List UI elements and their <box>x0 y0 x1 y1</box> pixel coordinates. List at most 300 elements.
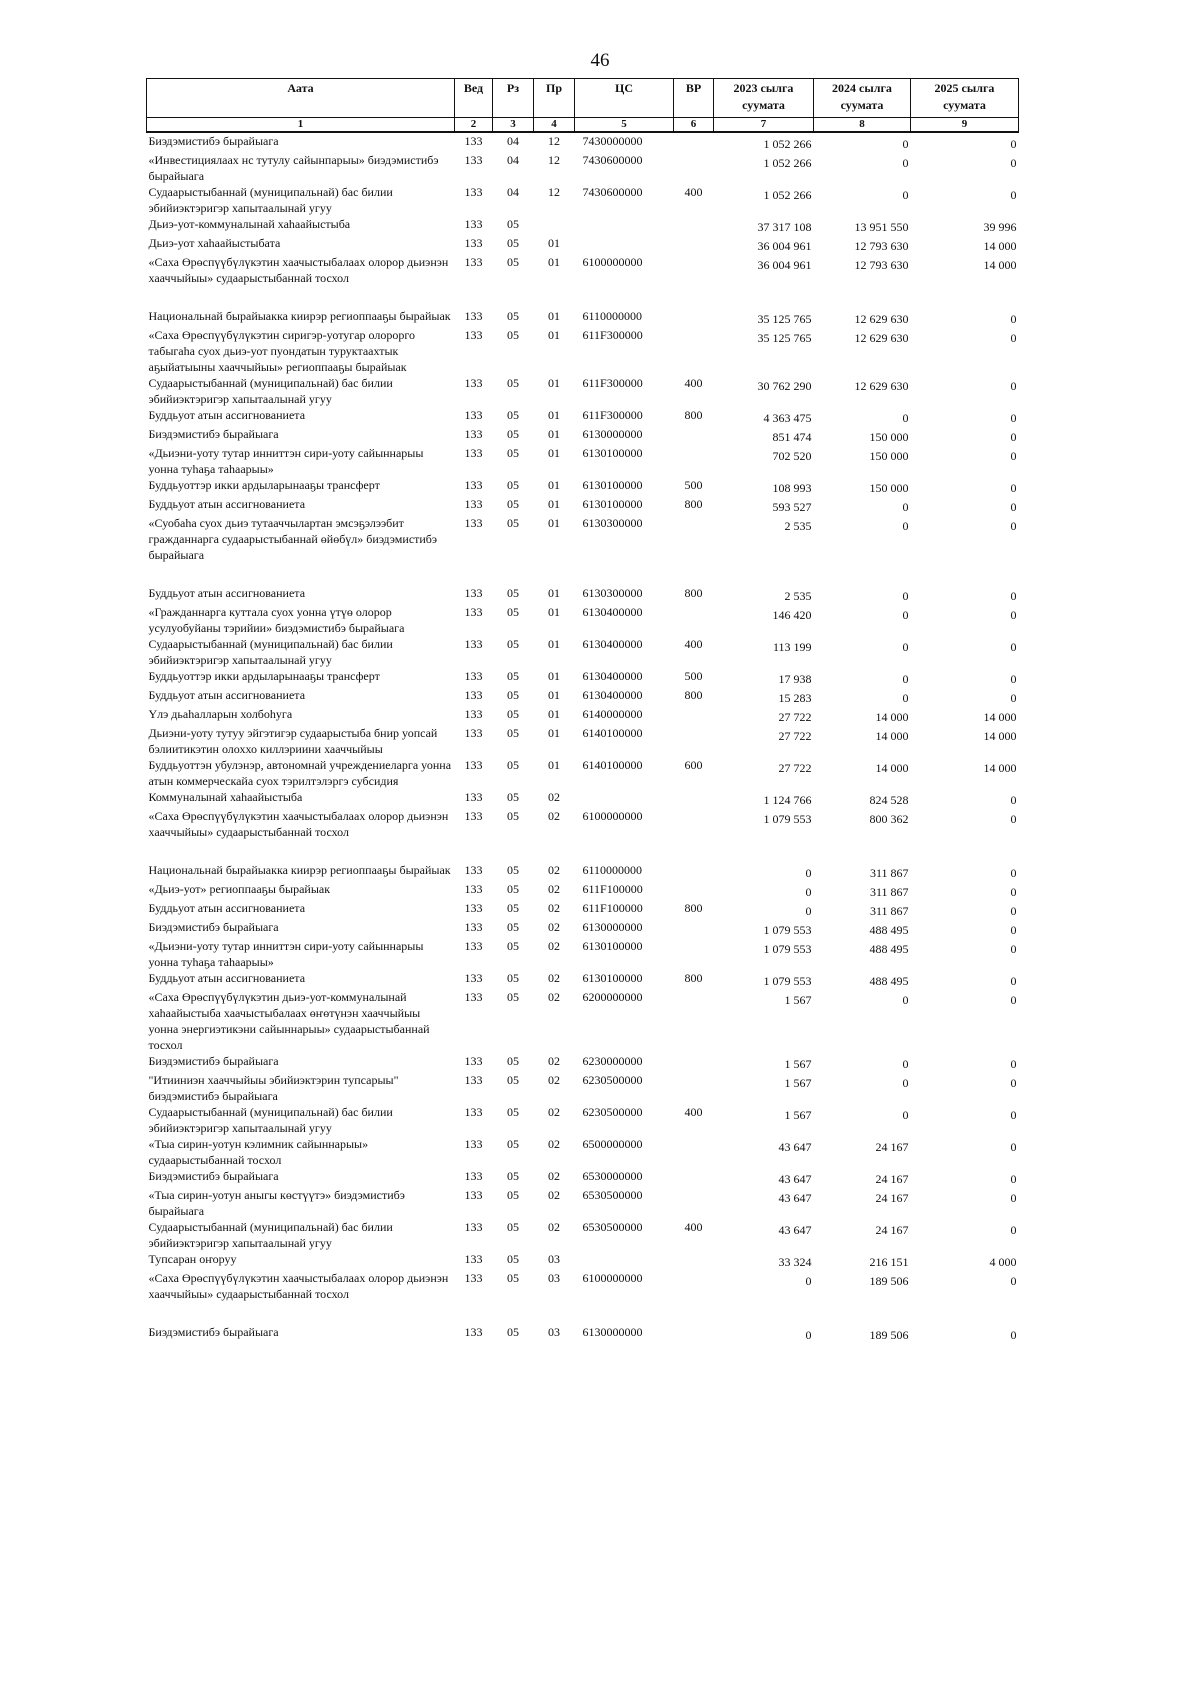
table-row <box>147 862 1019 881</box>
row-rz: 05 <box>507 669 519 683</box>
table-row <box>147 789 1019 808</box>
row-2025-amount: 14 000 <box>983 239 1017 253</box>
row-rz: 05 <box>507 688 519 702</box>
row-cs: 6130100000 <box>582 971 643 985</box>
column-number: 6 <box>674 118 714 133</box>
row-name: Национальнай бырайыакка киирэр региоппааҕы бырайыак <box>148 309 451 323</box>
table-row <box>147 426 1019 445</box>
row-ved: 133 <box>464 1054 483 1068</box>
row-pr: 02 <box>548 939 560 953</box>
row-cs: 6230500000 <box>582 1073 643 1087</box>
row-vr <box>674 426 714 445</box>
row-vr <box>674 1168 714 1187</box>
row-name: Судаарыстыбаннай (муниципальнай) бас билии эбийиэктэригэр хапытаалынай угуу <box>148 1105 393 1135</box>
row-vr <box>674 938 714 970</box>
row-name: «Тыа сирин-уотун кэлимник сайыннарыы» судаарыстыбаннай тосхол <box>148 1137 369 1167</box>
row-ved: 133 <box>464 427 483 441</box>
row-pr: 12 <box>548 134 560 148</box>
row-ved: 133 <box>464 446 483 460</box>
row-2023-amount: 1 079 553 <box>763 942 812 956</box>
row-2025-amount: 39 996 <box>983 220 1017 234</box>
row-name: «Саха Өрөспүүбүлүкэтин сиригэр-уотугар олорорго табыгаһа суох дьиэ-уот пуондатын туруктаахтык аҕыйатыыны хааччыйыы» региоппааҕы бырайыак <box>148 328 415 374</box>
table-row <box>147 808 1019 862</box>
row-2024-amount: 150 000 <box>869 481 909 495</box>
column-number: 4 <box>534 118 575 133</box>
row-cs: 6130400000 <box>582 669 643 683</box>
row-2025-amount: 0 <box>1010 379 1017 393</box>
row-cs <box>575 789 674 808</box>
row-name: Буддьуот атын ассигнованиета <box>148 688 306 702</box>
row-2023-amount: 593 527 <box>772 500 812 514</box>
row-2024-amount: 311 867 <box>869 904 909 918</box>
table-row <box>147 1270 1019 1324</box>
column-number: 7 <box>714 118 814 133</box>
row-2025-amount: 0 <box>1010 411 1017 425</box>
row-name: «Дьиэ-уот» региоппааҕы бырайыак <box>148 882 331 896</box>
row-2023-amount: 1 567 <box>784 1108 812 1122</box>
row-2024-amount: 488 495 <box>869 923 909 937</box>
row-rz: 05 <box>507 1188 519 1202</box>
page-number: 46 <box>590 50 610 71</box>
row-2023-amount: 1 079 553 <box>763 974 812 988</box>
row-2025-amount: 0 <box>1010 331 1017 345</box>
row-2023-amount: 2 535 <box>784 519 812 533</box>
row-2024-amount: 0 <box>902 608 909 622</box>
row-2025-amount: 0 <box>1010 1328 1017 1342</box>
row-2023-amount: 146 420 <box>772 608 812 622</box>
row-cs <box>575 235 674 254</box>
row-rz: 05 <box>507 586 519 600</box>
row-name: Буддьуоттэн убулэнэр, автономнай учреждениеларга уонна атын коммерческайа суох тэрилтэлэргэ субсидия <box>148 758 452 788</box>
row-pr: 02 <box>548 971 560 985</box>
header-2024: 2024 сылга суумата <box>814 79 911 118</box>
row-2023-amount: 0 <box>805 904 812 918</box>
row-2025-amount: 0 <box>1010 974 1017 988</box>
row-rz: 05 <box>507 236 519 250</box>
row-name: Үлэ дьаhалларын холбоhуга <box>148 707 293 721</box>
row-cs: 6140000000 <box>582 707 643 721</box>
table-row <box>147 327 1019 375</box>
row-2024-amount: 0 <box>902 519 909 533</box>
row-name: «Саха Өрөспүүбүлүкэтин хаачыстыбалаах олорор дьиэнэн хааччыйыы» судаарыстыбаннай тосхол <box>148 1271 449 1301</box>
row-2024-amount: 488 495 <box>869 974 909 988</box>
row-vr <box>674 725 714 757</box>
table-row <box>147 725 1019 757</box>
row-2024-amount: 0 <box>902 691 909 705</box>
row-vr: 400 <box>684 637 703 651</box>
table-row <box>147 132 1019 152</box>
row-vr <box>674 132 714 152</box>
row-pr: 02 <box>548 882 560 896</box>
row-2025-amount: 0 <box>1010 993 1017 1007</box>
row-rz: 05 <box>507 328 519 342</box>
row-2024-amount: 824 528 <box>869 793 909 807</box>
row-2024-amount: 189 506 <box>869 1328 909 1342</box>
row-vr: 800 <box>684 586 703 600</box>
row-2023-amount: 1 567 <box>784 1057 812 1071</box>
row-ved: 133 <box>464 863 483 877</box>
row-2023-amount: 15 283 <box>778 691 812 705</box>
row-2024-amount: 0 <box>902 1076 909 1090</box>
row-vr <box>674 327 714 375</box>
row-2024-amount: 0 <box>902 672 909 686</box>
row-name: Дьиэ-уот хаhаайыстыбата <box>148 236 281 250</box>
row-2024-amount: 0 <box>902 589 909 603</box>
row-ved: 133 <box>464 707 483 721</box>
row-2025-amount: 0 <box>1010 519 1017 533</box>
row-ved: 133 <box>464 478 483 492</box>
row-cs: 611F100000 <box>582 901 643 915</box>
row-pr: 02 <box>548 1105 560 1119</box>
row-2025-amount: 0 <box>1010 312 1017 326</box>
row-2024-amount: 12 629 630 <box>854 331 909 345</box>
row-ved: 133 <box>464 939 483 953</box>
row-cs: 611F300000 <box>582 408 643 422</box>
row-2023-amount: 30 762 290 <box>757 379 812 393</box>
table-row <box>147 152 1019 184</box>
row-2025-amount: 0 <box>1010 812 1017 826</box>
table-row <box>147 585 1019 604</box>
row-ved: 133 <box>464 901 483 915</box>
row-rz: 05 <box>507 863 519 877</box>
row-cs: 6530500000 <box>582 1188 643 1202</box>
row-2025-amount: 0 <box>1010 885 1017 899</box>
row-2024-amount: 14 000 <box>875 761 909 775</box>
row-2025-amount: 0 <box>1010 672 1017 686</box>
row-vr <box>674 254 714 308</box>
row-ved: 133 <box>464 990 483 1004</box>
row-pr: 02 <box>548 809 560 823</box>
row-name: Буддьуот атын ассигнованиета <box>148 901 306 915</box>
row-2024-amount: 0 <box>902 993 909 1007</box>
row-2024-amount: 0 <box>902 1108 909 1122</box>
row-2025-amount: 0 <box>1010 640 1017 654</box>
row-cs: 6230000000 <box>582 1054 643 1068</box>
row-rz: 05 <box>507 707 519 721</box>
row-2023-amount: 1 567 <box>784 1076 812 1090</box>
row-cs: 6130000000 <box>582 1325 643 1339</box>
row-vr: 500 <box>684 478 703 492</box>
row-vr <box>674 862 714 881</box>
row-2025-amount: 0 <box>1010 1108 1017 1122</box>
row-2025-amount: 0 <box>1010 1223 1017 1237</box>
row-2023-amount: 4 363 475 <box>763 411 812 425</box>
row-cs: 611F300000 <box>582 328 643 342</box>
row-pr: 01 <box>548 516 560 530</box>
table-row <box>147 1324 1019 1343</box>
row-2024-amount: 311 867 <box>869 866 909 880</box>
table-row <box>147 687 1019 706</box>
column-number: 3 <box>493 118 534 133</box>
row-2023-amount: 851 474 <box>772 430 812 444</box>
row-name: Буддьуоттэр икки ардыларынааҕы трансферт <box>148 478 380 492</box>
row-rz: 05 <box>507 376 519 390</box>
header-2025: 2025 сылга суумата <box>911 79 1019 118</box>
row-rz: 05 <box>507 478 519 492</box>
row-rz: 05 <box>507 1271 519 1285</box>
row-2025-amount: 0 <box>1010 1076 1017 1090</box>
row-vr <box>674 1136 714 1168</box>
row-2024-amount: 12 629 630 <box>854 379 909 393</box>
row-cs: 611F300000 <box>582 376 643 390</box>
row-ved: 133 <box>464 637 483 651</box>
row-ved: 133 <box>464 236 483 250</box>
row-rz: 05 <box>507 1073 519 1087</box>
row-vr <box>674 515 714 585</box>
row-name: Коммуналынай хаhаайыстыба <box>148 790 303 804</box>
row-vr <box>674 881 714 900</box>
table-body <box>147 132 1019 1343</box>
row-pr: 01 <box>548 605 560 619</box>
row-vr: 800 <box>684 408 703 422</box>
table-row <box>147 235 1019 254</box>
row-2024-amount: 150 000 <box>869 430 909 444</box>
row-pr: 01 <box>548 758 560 772</box>
row-cs: 6130300000 <box>582 516 643 530</box>
row-cs: 7430600000 <box>582 153 643 167</box>
row-vr <box>674 308 714 327</box>
row-2025-amount: 14 000 <box>983 729 1017 743</box>
header-name: Аата <box>147 79 455 118</box>
row-name: Национальнай бырайыакка киирэр региоппааҕы бырайыак <box>148 863 451 877</box>
row-2024-amount: 12 793 630 <box>854 258 909 272</box>
row-vr: 800 <box>684 497 703 511</box>
row-vr: 800 <box>684 971 703 985</box>
row-ved: 133 <box>464 309 483 323</box>
row-2023-amount: 36 004 961 <box>757 258 812 272</box>
budget-table <box>146 78 1019 1343</box>
row-2025-amount: 0 <box>1010 1140 1017 1154</box>
row-2023-amount: 17 938 <box>778 672 812 686</box>
row-pr: 03 <box>548 1271 560 1285</box>
column-number: 8 <box>814 118 911 133</box>
column-number: 2 <box>455 118 493 133</box>
row-rz: 05 <box>507 726 519 740</box>
row-ved: 133 <box>464 185 483 199</box>
row-2023-amount: 1 052 266 <box>763 137 812 151</box>
row-name: Буддьуот атын ассигнованиета <box>148 408 306 422</box>
row-2025-amount: 0 <box>1010 1274 1017 1288</box>
table-row <box>147 445 1019 477</box>
row-pr: 01 <box>548 586 560 600</box>
row-rz: 05 <box>507 1325 519 1339</box>
row-ved: 133 <box>464 726 483 740</box>
row-2024-amount: 0 <box>902 500 909 514</box>
row-pr: 01 <box>548 427 560 441</box>
row-name: Буддьуоттэр икки ардыларынааҕы трансферт <box>148 669 380 683</box>
table-row <box>147 900 1019 919</box>
header-2023: 2023 сылга суумата <box>714 79 814 118</box>
table-row <box>147 477 1019 496</box>
row-ved: 133 <box>464 1220 483 1234</box>
row-2023-amount: 43 647 <box>778 1191 812 1205</box>
row-vr <box>674 808 714 862</box>
row-ved: 133 <box>464 1105 483 1119</box>
row-2023-amount: 27 722 <box>778 729 812 743</box>
row-pr <box>534 216 575 235</box>
table-row <box>147 308 1019 327</box>
row-ved: 133 <box>464 920 483 934</box>
row-ved: 133 <box>464 217 483 231</box>
row-ved: 133 <box>464 1188 483 1202</box>
row-vr: 400 <box>684 185 703 199</box>
table-row <box>147 706 1019 725</box>
row-name: «Саха Өрөспүүбүлүкэтин хаачыстыбалаах олорор дьиэнэн хааччыйыы» судаарыстыбаннай тосхол <box>148 255 449 285</box>
table-row <box>147 515 1019 585</box>
table-row <box>147 407 1019 426</box>
row-2023-amount: 1 052 266 <box>763 188 812 202</box>
row-name: Буддьуот атын ассигнованиета <box>148 497 306 511</box>
row-vr <box>674 1187 714 1219</box>
header-ved: Вед <box>455 79 493 118</box>
row-2023-amount: 35 125 765 <box>757 331 812 345</box>
row-cs <box>575 216 674 235</box>
row-rz: 05 <box>507 1054 519 1068</box>
row-name: Судаарыстыбаннай (муниципальнай) бас билии эбийиэктэригэр хапытаалынай угуу <box>148 1220 393 1250</box>
row-2023-amount: 0 <box>805 1328 812 1342</box>
row-name: Судаарыстыбаннай (муниципальнай) бас билии эбийиэктэригэр хапытаалынай угуу <box>148 376 393 406</box>
row-pr: 02 <box>548 863 560 877</box>
row-2025-amount: 0 <box>1010 1172 1017 1186</box>
row-pr: 03 <box>548 1252 560 1266</box>
row-ved: 133 <box>464 134 483 148</box>
row-2024-amount: 0 <box>902 188 909 202</box>
row-vr <box>674 1072 714 1104</box>
row-2025-amount: 0 <box>1010 449 1017 463</box>
row-cs: 6200000000 <box>582 990 643 1004</box>
row-pr: 01 <box>548 669 560 683</box>
table-row <box>147 254 1019 308</box>
table-row <box>147 1168 1019 1187</box>
row-rz: 05 <box>507 1169 519 1183</box>
row-2025-amount: 14 000 <box>983 258 1017 272</box>
row-name: «Тыа сирин-уотун аныгы көстүүтэ» биэдэмистибэ бырайыага <box>148 1188 405 1218</box>
row-rz: 05 <box>507 971 519 985</box>
row-ved: 133 <box>464 882 483 896</box>
row-pr: 02 <box>548 901 560 915</box>
row-2025-amount: 14 000 <box>983 761 1017 775</box>
row-cs: 6130100000 <box>582 939 643 953</box>
row-2024-amount: 24 167 <box>875 1140 909 1154</box>
row-2025-amount: 0 <box>1010 793 1017 807</box>
row-rz: 05 <box>507 516 519 530</box>
row-cs: 6530500000 <box>582 1220 643 1234</box>
row-pr: 01 <box>548 478 560 492</box>
table-row <box>147 375 1019 407</box>
header-pr: Пр <box>534 79 575 118</box>
row-vr: 400 <box>684 376 703 390</box>
row-2024-amount: 0 <box>902 411 909 425</box>
row-2023-amount: 702 520 <box>772 449 812 463</box>
column-number: 9 <box>911 118 1019 133</box>
row-cs: 6130400000 <box>582 605 643 619</box>
table-row <box>147 1219 1019 1251</box>
row-rz: 05 <box>507 217 519 231</box>
row-vr <box>674 1251 714 1270</box>
row-ved: 133 <box>464 790 483 804</box>
row-vr <box>674 706 714 725</box>
row-2023-amount: 43 647 <box>778 1140 812 1154</box>
row-rz: 05 <box>507 901 519 915</box>
row-2023-amount: 43 647 <box>778 1172 812 1186</box>
row-vr: 800 <box>684 901 703 915</box>
row-name: «Саха Өрөспүүбүлүкэтин хаачыстыбалаах олорор дьиэнэн хааччыйыы» судаарыстыбаннай тосхол <box>148 809 449 839</box>
row-name: Биэдэмистибэ бырайыага <box>148 1169 279 1183</box>
column-number-row <box>147 118 1019 133</box>
row-cs: 6130000000 <box>582 427 643 441</box>
row-cs: 6230500000 <box>582 1105 643 1119</box>
row-name: «Саха Өрөспүүбүлүкэтин дьиэ-уот-коммуналынай хаhаайыстыба хаачыстыбалаах өҥөтүнэн хааччыйыы уонна энергиэтикэни сайыннарыы» судаарыстыбаннай тосхол <box>148 990 430 1052</box>
table-row <box>147 1104 1019 1136</box>
row-name: «Дьиэни-уоту тутар инниттэн сири-уоту сайыннарыы уонна туhаҕа таhаарыы» <box>148 939 424 969</box>
table-row <box>147 496 1019 515</box>
row-2023-amount: 36 004 961 <box>757 239 812 253</box>
row-ved: 133 <box>464 1252 483 1266</box>
row-name: "Итииниэн хааччыйыы эбийиэктэрин тупсарыы" биэдэмистибэ бырайыага <box>148 1073 399 1103</box>
row-cs: 6130400000 <box>582 688 643 702</box>
row-2025-amount: 4 000 <box>989 1255 1017 1269</box>
row-cs: 6110000000 <box>582 863 643 877</box>
table-row <box>147 919 1019 938</box>
table-row <box>147 668 1019 687</box>
row-name: Биэдэмистибэ бырайыага <box>148 1325 279 1339</box>
row-name: Буддьуот атын ассигнованиета <box>148 586 306 600</box>
table-row <box>147 1072 1019 1104</box>
row-cs: 6130400000 <box>582 637 643 651</box>
row-2023-amount: 33 324 <box>778 1255 812 1269</box>
row-2024-amount: 0 <box>902 137 909 151</box>
row-vr: 500 <box>684 669 703 683</box>
row-rz: 05 <box>507 637 519 651</box>
row-rz: 05 <box>507 939 519 953</box>
row-name: Тупсаран оҥоруу <box>148 1252 237 1266</box>
row-cs: 7430000000 <box>582 134 643 148</box>
row-ved: 133 <box>464 1271 483 1285</box>
row-ved: 133 <box>464 497 483 511</box>
table-row <box>147 216 1019 235</box>
row-vr <box>674 1053 714 1072</box>
table-row <box>147 1136 1019 1168</box>
row-rz: 04 <box>507 153 519 167</box>
header-cs: ЦС <box>575 79 674 118</box>
row-cs: 6500000000 <box>582 1137 643 1151</box>
row-vr <box>674 1270 714 1324</box>
row-2024-amount: 800 362 <box>869 812 909 826</box>
row-ved: 133 <box>464 1325 483 1339</box>
row-2025-amount: 0 <box>1010 137 1017 151</box>
row-ved: 133 <box>464 1073 483 1087</box>
row-2024-amount: 24 167 <box>875 1172 909 1186</box>
row-pr: 01 <box>548 707 560 721</box>
row-2023-amount: 0 <box>805 1274 812 1288</box>
row-cs: 611F100000 <box>582 882 643 896</box>
row-2025-amount: 0 <box>1010 156 1017 170</box>
row-2025-amount: 0 <box>1010 866 1017 880</box>
row-ved: 133 <box>464 669 483 683</box>
row-ved: 133 <box>464 586 483 600</box>
row-pr: 01 <box>548 637 560 651</box>
row-2023-amount: 43 647 <box>778 1223 812 1237</box>
row-name: Биэдэмистибэ бырайыага <box>148 134 279 148</box>
row-pr: 02 <box>548 920 560 934</box>
row-rz: 04 <box>507 185 519 199</box>
row-vr: 800 <box>684 688 703 702</box>
row-rz: 05 <box>507 1137 519 1151</box>
row-name: Дьиэни-уоту тутуу эйгэтигэр судаарыстыба бнир уопсай бэлиитикэтин олоххо киллэриини хааччыйыы <box>148 726 438 756</box>
row-2023-amount: 0 <box>805 866 812 880</box>
row-vr: 400 <box>684 1220 703 1234</box>
row-name: Биэдэмистибэ бырайыага <box>148 1054 279 1068</box>
